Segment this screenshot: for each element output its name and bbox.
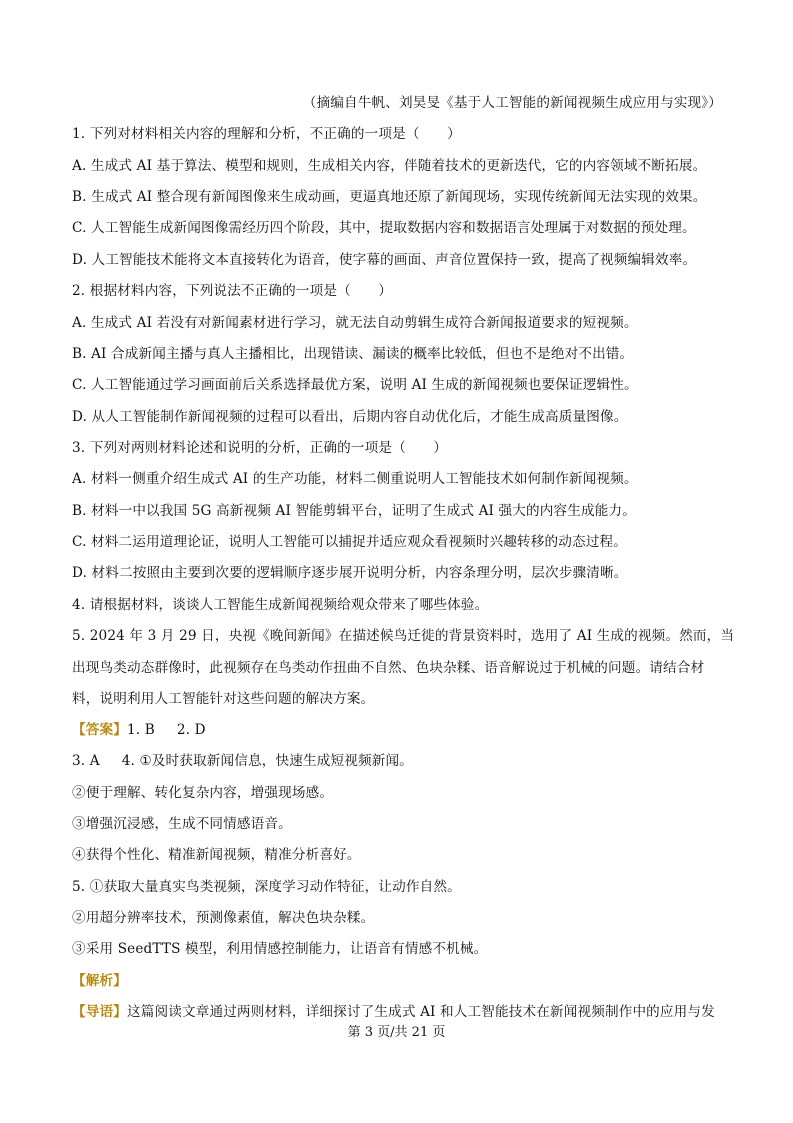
q2-option-c: C. 人工智能通过学习画面前后关系选择最优方案，说明 AI 生成的新闻视频也要保证逻辑性。: [72, 377, 638, 393]
q3-option-c: C. 材料二运用道理论证，说明人工智能可以捕捉并适应观众看视频时兴趣转移的动态过程。: [72, 534, 628, 550]
q2-option-d: D. 从人工智能制作新闻视频的过程可以看出，后期内容自动优化后，才能生成高质量图像。: [72, 409, 628, 425]
q2-option-b: B. AI 合成新闻主播与真人主播相比，出现错读、漏读的概率比较低，但也不是绝对不出错。: [72, 346, 634, 362]
q5-line-2: 出现鸟类动态群像时，此视频存在鸟类动作扭曲不自然、色块杂糅、语音解说过于机械的问题。请结合材: [72, 660, 705, 676]
q1-stem: 1. 下列对材料相关内容的理解和分析，不正确的一项是（ ）: [72, 126, 461, 142]
answer-line-1: [72, 720, 722, 740]
answer-5-item-2: ②用超分辨率技术，预测像素值，解决色块杂糅。: [72, 910, 375, 926]
source-citation: （摘编自牛帆、刘昊旻《基于人工智能的新闻视频生成应用与实现》）: [302, 95, 722, 111]
page-footer: 第 3 页/共 21 页: [347, 1025, 446, 1040]
q2-option-a: A. 生成式 AI 若没有对新闻素材进行学习，就无法自动剪辑生成符合新闻报道要求的短视频。: [72, 315, 638, 331]
guide-text: 这篇阅读文章通过两则材料，详细探讨了生成式 AI 和人工智能技术在新闻视频制作中的应用与发: [126, 1004, 715, 1020]
q4-stem: 4. 请根据材料，谈谈人工智能生成新闻视频给观众带来了哪些体验。: [72, 597, 489, 613]
q3-option-b: B. 材料一中以我国 5G 高新视频 AI 智能剪辑平台，证明了生成式 AI 强大的内容生成能力。: [72, 503, 636, 519]
answer-line-2: [72, 751, 722, 771]
guide-line: [72, 1002, 722, 1022]
guide-label: 【导语】: [72, 1004, 127, 1020]
q1-option-c: C. 人工智能生成新闻图像需经历四个阶段，其中，提取数据内容和数据语言处理属于对数据的预处理。: [72, 220, 696, 236]
answer-1: 1. B: [126, 722, 155, 738]
answer-5-item-3: ③采用 SeedTTS 模型，利用情感控制能力，让语音有情感不机械。: [72, 941, 488, 957]
q1-option-b: B. 生成式 AI 整合现有新闻图像来生成动画，更逼真地还原了新闻现场，实现传统新闻无法实现的效果。: [72, 189, 707, 205]
answer-2: 2. D: [176, 722, 206, 738]
answer-4-lead: 4. ①及时获取新闻信息，快速生成短视频新闻。: [121, 753, 413, 769]
answer-4-item-2: ②便于理解、转化复杂内容，增强现场感。: [72, 785, 334, 801]
answer-5-item-1: 5. ①获取大量真实鸟类视频，深度学习动作特征，让动作自然。: [72, 879, 461, 895]
answer-3: 3. A: [72, 753, 100, 769]
q5-line-3: 料，说明利用人工智能针对这些问题的解决方案。: [72, 691, 375, 707]
analysis-heading: [72, 971, 722, 991]
q3-option-d: D. 材料二按照由主要到次要的逻辑顺序逐步展开说明分析，内容条理分明，层次步骤清晰。: [72, 565, 628, 581]
answer-4-item-4: ④获得个性化、精准新闻视频，精准分析喜好。: [72, 847, 361, 863]
q3-option-a: A. 材料一侧重介绍生成式 AI 的生产功能，材料二侧重说明人工智能技术如何制作新闻视频。: [72, 471, 638, 487]
q1-option-d: D. 人工智能技术能将文本直接转化为语音，使字幕的画面、声音位置保持一致，提高了视频编辑效率。: [72, 252, 697, 268]
q3-stem: 3. 下列对两则材料论述和说明的分析，正确的一项是（ ）: [72, 440, 448, 456]
q5-line-1: 5. 2024 年 3 月 29 日，央视《晚间新闻》在描述候鸟迁徙的背景资料时，选用了 AI 生成的视频。然而，当: [72, 628, 735, 644]
analysis-label: 【解析】: [72, 973, 127, 989]
q1-option-a: A. 生成式 AI 基于算法、模型和规则，生成相关内容，伴随着技术的更新迭代，它的内容领域不断拓展。: [72, 158, 707, 174]
answer-4-item-3: ③增强沉浸感，生成不同情感语音。: [72, 816, 292, 832]
q2-stem: 2. 根据材料内容，下列说法不正确的一项是（ ）: [72, 283, 393, 299]
answer-label: 【答案】: [72, 722, 127, 738]
